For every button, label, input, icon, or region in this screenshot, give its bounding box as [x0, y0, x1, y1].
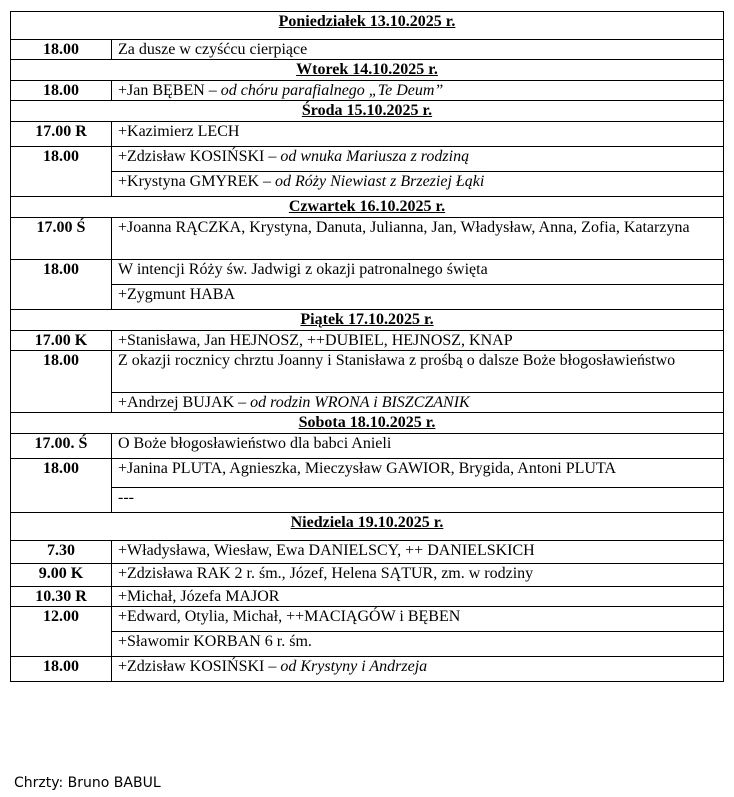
mass-row [11, 541, 724, 564]
mass-row [11, 632, 724, 657]
mass-intention: Za dusze w czyśćcu cierpiące [112, 40, 724, 60]
mass-intention: +Zdzisław KOSIŃSKI – od wnuka Mariusza z rodziną [112, 147, 724, 172]
mass-time: 12.00 [11, 607, 112, 657]
mass-row [11, 285, 724, 310]
mass-row [11, 122, 724, 147]
day-header-row [11, 513, 724, 541]
mass-row [11, 657, 724, 682]
mass-intention: --- [112, 488, 724, 513]
mass-time: 18.00 [11, 260, 112, 310]
mass-intention: +Władysława, Wiesław, Ewa DANIELSCY, ++ DANIELSKICH [112, 541, 724, 564]
mass-intention: +Zdzisław KOSIŃSKI – od Krystyny i Andrzeja [112, 657, 724, 682]
day-header-row [11, 413, 724, 434]
mass-intention: +Janina PLUTA, Agnieszka, Mieczysław GAWIOR, Brygida, Antoni PLUTA [112, 459, 724, 488]
day-header-row [11, 310, 724, 331]
mass-intention: +Andrzej BUJAK – od rodzin WRONA i BISZCZANIK [112, 393, 724, 413]
mass-time: 18.00 [11, 351, 112, 413]
mass-row [11, 351, 724, 393]
mass-intention: +Sławomir KORBAN 6 r. śm. [112, 632, 724, 657]
mass-intention: Z okazji rocznicy chrztu Joanny i Stanisława z prośbą o dalsze Boże błogosławieństwo [112, 351, 724, 393]
mass-row [11, 331, 724, 351]
mass-time: 18.00 [11, 81, 112, 101]
mass-row [11, 40, 724, 60]
mass-row [11, 147, 724, 172]
mass-row [11, 488, 724, 513]
mass-schedule-table [10, 11, 724, 682]
mass-intention: +Zdzisława RAK 2 r. śm., Józef, Helena SĄTUR, zm. w rodziny [112, 564, 724, 587]
mass-intention: +Jan BĘBEN – od chóru parafialnego „Te Deum” [112, 81, 724, 101]
mass-time: 17.00. Ś [11, 434, 112, 459]
mass-time: 18.00 [11, 657, 112, 682]
mass-time: 17.00 K [11, 331, 112, 351]
day-title: Sobota 18.10.2025 r. [11, 413, 724, 434]
mass-row [11, 564, 724, 587]
mass-time: 9.00 K [11, 564, 112, 587]
mass-time: 18.00 [11, 40, 112, 60]
day-header-row [11, 197, 724, 218]
day-title: Wtorek 14.10.2025 r. [11, 60, 724, 81]
day-title: Niedziela 19.10.2025 r. [11, 513, 724, 541]
mass-intention: W intencji Róży św. Jadwigi z okazji patronalnego święta [112, 260, 724, 285]
intention-note: od Krystyny i Andrzeja [280, 658, 428, 675]
mass-intention: +Edward, Otylia, Michał, ++MACIĄGÓW i BĘBEN [112, 607, 724, 632]
mass-intention: +Krystyna GMYREK – od Róży Niewiast z Brzeziej Łąki [112, 172, 724, 197]
intention-note: od wnuka Mariusza z rodziną [280, 148, 470, 165]
mass-row [11, 260, 724, 285]
mass-row [11, 393, 724, 413]
mass-intention: O Boże błogosławieństwo dla babci Anieli [112, 434, 724, 459]
mass-intention: +Stanisława, Jan HEJNOSZ, ++DUBIEL, HEJNOSZ, KNAP [112, 331, 724, 351]
day-title: Środa 15.10.2025 r. [11, 101, 724, 122]
mass-intention: +Zygmunt HABA [112, 285, 724, 310]
mass-time: 10.30 R [11, 587, 112, 607]
mass-row [11, 434, 724, 459]
day-title: Poniedziałek 13.10.2025 r. [11, 12, 724, 40]
mass-time: 17.00 Ś [11, 218, 112, 260]
day-title: Piątek 17.10.2025 r. [11, 310, 724, 331]
day-header-row [11, 60, 724, 81]
mass-time: 18.00 [11, 147, 112, 197]
day-header-row [11, 12, 724, 40]
intention-note: od rodzin WRONA i BISZCZANIK [250, 394, 470, 411]
mass-row [11, 81, 724, 101]
baptisms-note: Chrzty: Bruno BABUL [14, 775, 161, 791]
mass-row [11, 587, 724, 607]
day-title: Czwartek 16.10.2025 r. [11, 197, 724, 218]
mass-time: 7.30 [11, 541, 112, 564]
mass-row [11, 607, 724, 632]
mass-intention: +Kazimierz LECH [112, 122, 724, 147]
mass-intention: +Joanna RĄCZKA, Krystyna, Danuta, Julianna, Jan, Władysław, Anna, Zofia, Katarzyna [112, 218, 724, 260]
mass-row [11, 172, 724, 197]
intention-note: od Róży Niewiast z Brzeziej Łąki [275, 173, 485, 190]
mass-intention: +Michał, Józefa MAJOR [112, 587, 724, 607]
mass-time: 18.00 [11, 459, 112, 513]
mass-time: 17.00 R [11, 122, 112, 147]
mass-row [11, 459, 724, 488]
day-header-row [11, 101, 724, 122]
mass-row [11, 218, 724, 260]
intention-note: od chóru parafialnego „Te Deum” [220, 82, 444, 99]
